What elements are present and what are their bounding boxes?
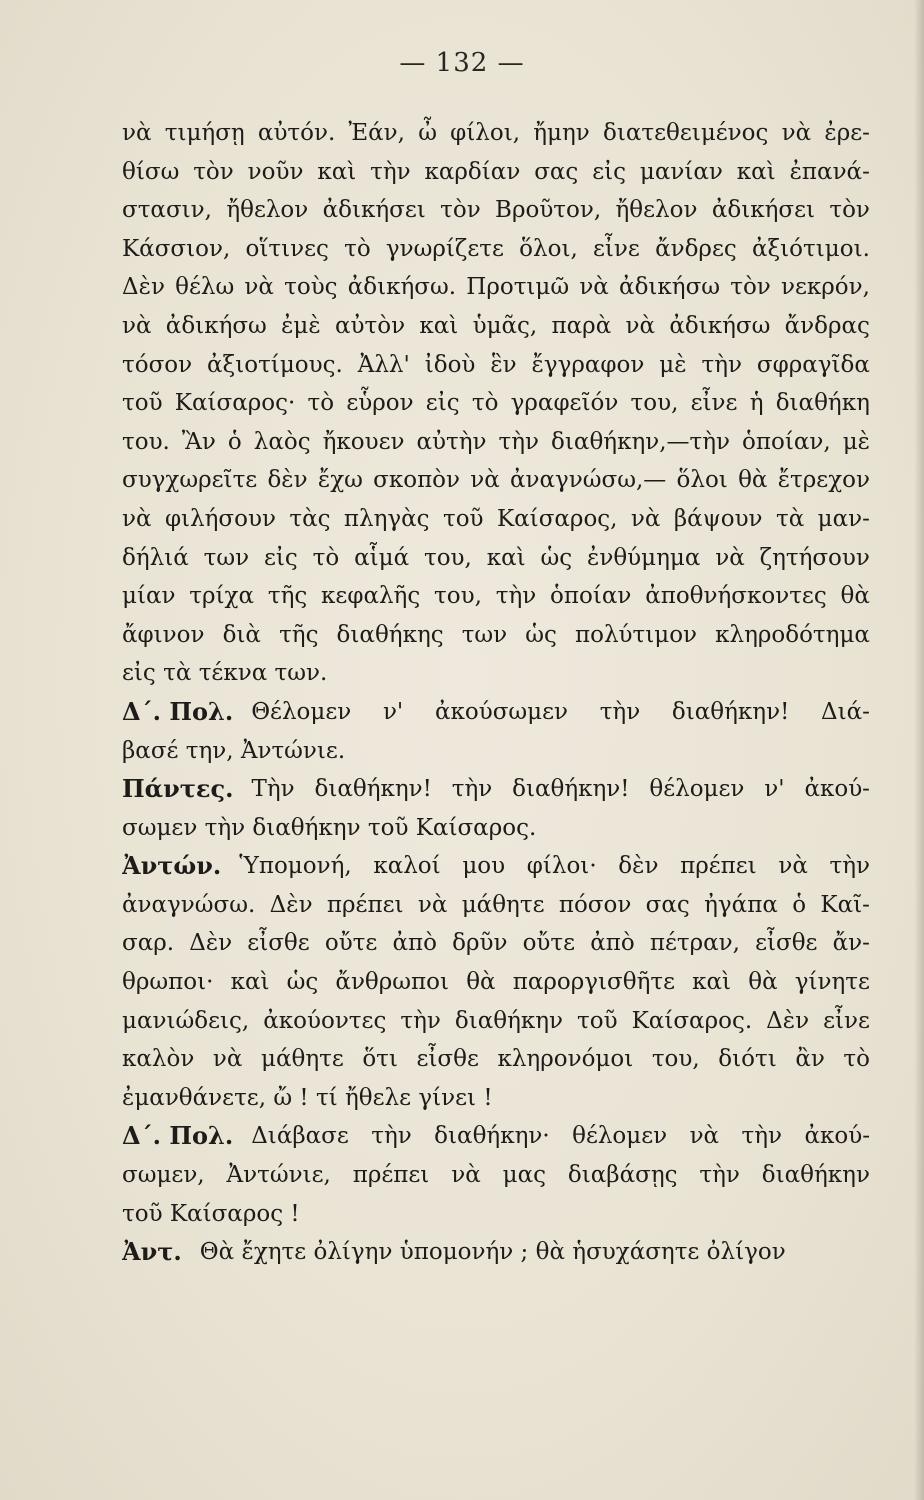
word: Τὴν — [251, 776, 295, 803]
word: τοὺς — [284, 274, 338, 301]
word: διότι — [718, 1046, 777, 1073]
body-text — [122, 114, 870, 1272]
word: τὴν — [400, 1007, 441, 1034]
word: αὐτὸν — [335, 312, 406, 339]
word: ὦ — [418, 120, 437, 146]
word: Διά- — [821, 698, 870, 725]
word: νὰ — [122, 120, 152, 146]
word: τὸ — [312, 544, 340, 571]
word: ἀπὸ — [590, 930, 635, 957]
word: του, — [423, 544, 472, 571]
text-line — [122, 153, 870, 192]
word: διαθήκην — [761, 1162, 870, 1189]
word: ἀναγνώσω,— — [510, 467, 667, 494]
word: ὅλοι — [676, 467, 728, 494]
word: ὅλοι, — [519, 235, 578, 262]
word: φίλοι, — [450, 120, 521, 146]
line-text — [122, 153, 870, 192]
word: τὴν — [699, 1162, 740, 1189]
word: ζητήσουν — [759, 544, 870, 571]
word: διαθήκην! — [671, 698, 790, 725]
text-line — [122, 500, 870, 539]
word: πόσον — [558, 891, 632, 918]
word: του, — [630, 390, 679, 417]
word: Διάβασε — [251, 1123, 349, 1150]
word: ἐνθύμημα — [587, 544, 701, 571]
word: θέλομεν — [649, 776, 745, 803]
word: μας — [502, 1162, 546, 1189]
word: τὴν — [371, 1123, 412, 1150]
word: Καίσαρος. — [631, 1007, 753, 1034]
word: ν' — [382, 698, 404, 725]
text-line — [122, 770, 870, 809]
word: ἀποθνήσκοντες — [645, 583, 827, 610]
word: μίαν — [122, 583, 176, 610]
word: των — [203, 544, 250, 571]
word: κληρονόμοι — [497, 1046, 634, 1073]
word: θὰ — [840, 583, 870, 610]
word: κληροδότημα — [715, 621, 870, 648]
text-line — [122, 307, 870, 346]
line-text — [122, 616, 870, 655]
word: νὰ — [630, 505, 661, 532]
word: ἰδοὺ — [424, 351, 476, 378]
word: ὡς — [525, 621, 557, 648]
word: διὰ — [222, 621, 261, 648]
word: ἔχω — [317, 467, 363, 494]
word: μανιώδεις, — [122, 1007, 250, 1034]
word: ἄφινον — [122, 621, 205, 648]
word: τρίχα — [189, 583, 255, 610]
word: γίνητε — [794, 969, 870, 996]
line-text — [122, 461, 870, 500]
word: δὲν — [267, 467, 308, 494]
word: εἶσθε — [247, 930, 310, 957]
word: ἀξιότιμοι. — [751, 235, 870, 262]
word: του, — [434, 583, 482, 610]
word: τὸν — [440, 197, 481, 224]
line-text — [122, 539, 870, 578]
line-text — [122, 230, 870, 269]
line-text — [122, 963, 870, 1002]
word: τὴν — [701, 351, 742, 378]
word: τὸ — [843, 1046, 870, 1073]
word: ἄνθρωποι — [335, 969, 450, 996]
word: στασιν, — [122, 197, 212, 224]
word: ἀκού- — [804, 776, 870, 803]
word: φίλοι· — [526, 853, 597, 880]
word: ὡς — [286, 969, 319, 996]
page-edge-shadow — [914, 0, 924, 1500]
line-text — [122, 886, 870, 925]
line-text — [252, 770, 871, 809]
line-text: σωμεν τὴν διαθήκην τοῦ Καίσαρος. — [122, 814, 537, 841]
word: τόσον — [122, 351, 193, 378]
word: εἶνε — [823, 1007, 870, 1034]
word: του. — [122, 428, 170, 455]
word: Καίσαρος· — [174, 390, 296, 417]
word: Καίσαρος, — [496, 505, 618, 532]
text-line — [122, 809, 870, 848]
word: τὴν — [599, 698, 641, 725]
line-text — [122, 1156, 870, 1195]
word: τὴν — [741, 1123, 783, 1150]
word: οὔτε — [522, 930, 576, 957]
word: ἀξιοτίμους. — [207, 351, 343, 378]
word: μου — [462, 853, 506, 880]
word: τὰ — [775, 505, 805, 532]
word: τὰς — [289, 505, 331, 532]
word: ἓν — [490, 351, 517, 378]
word: μάθητε — [261, 1046, 344, 1073]
text-line — [122, 732, 870, 771]
word: οἵτινες — [245, 235, 329, 262]
word: διαθήκην,—τὴν — [551, 428, 731, 455]
word: ὁ — [227, 428, 242, 455]
word: Βροῦτον, — [495, 197, 602, 224]
line-text: Θὰ ἔχητε ὀλίγην ὑπομονήν ; θὰ ἡσυχάσητε ὀλίγον — [199, 1239, 786, 1266]
word: ἀκούοντες — [263, 1007, 387, 1034]
word: νὰ — [122, 312, 152, 339]
word: σας — [645, 891, 690, 918]
word: τὴν — [498, 428, 540, 455]
word: νὰ — [212, 1046, 243, 1073]
word: ἀκούσωμεν — [434, 698, 568, 725]
word: νὰ — [689, 1123, 720, 1150]
word: ἀδικήσω — [165, 312, 267, 339]
word: νὰ — [778, 853, 808, 880]
word: καλοί — [373, 853, 441, 880]
word: καλὸν — [122, 1046, 195, 1073]
word: οὔτε — [324, 930, 378, 957]
line-text: τοῦ Καίσαρος ! — [122, 1200, 300, 1227]
word: νὰ — [579, 274, 609, 301]
word: ἀπὸ — [392, 930, 437, 957]
word: πληγὰς — [343, 505, 430, 532]
word: τοῦ — [577, 1007, 618, 1034]
text-line — [122, 539, 870, 578]
line-text — [251, 1117, 870, 1156]
word: αὐτόν. — [257, 120, 336, 146]
word: τὸν — [193, 158, 234, 185]
speaker-label: Ἀντών. — [122, 851, 222, 881]
word: εἶνε — [690, 390, 738, 417]
line-text — [122, 307, 870, 346]
word: Δὲν — [766, 1007, 810, 1034]
word: Δὲν — [189, 930, 233, 957]
word: Καῖ- — [820, 891, 870, 918]
line-text — [122, 924, 870, 963]
word: καὶ — [692, 969, 732, 996]
word: παροργισθῆτε — [512, 969, 675, 996]
word: Ὑπομονή, — [239, 853, 352, 880]
word: εἶνε — [593, 235, 640, 262]
word: εἶσθε — [755, 930, 818, 957]
word: τὴν — [829, 853, 870, 880]
word: τοῦ — [442, 505, 484, 532]
word: καρδίαν — [424, 158, 521, 185]
word: Προτιμῶ — [466, 274, 570, 301]
word: τὴν — [451, 776, 493, 803]
word: φιλήσουν — [164, 505, 276, 532]
word: νοῦν — [247, 158, 304, 185]
word: Θέλομεν — [251, 698, 352, 725]
word: θίσω — [122, 158, 180, 185]
word: συγχωρεῖτε — [122, 467, 258, 494]
text-line — [122, 963, 870, 1002]
word: δὲν — [618, 853, 659, 880]
word: ἀναγνώσω. — [122, 891, 256, 918]
text-line — [122, 577, 870, 616]
word: τὸ — [471, 390, 499, 417]
word: ὁποίαν, — [742, 428, 831, 455]
word: ἐπανά- — [789, 158, 870, 185]
word: καὶ — [486, 544, 526, 571]
word: ἤκουεν — [322, 428, 405, 455]
word: καὶ — [230, 969, 270, 996]
word: σαρ. — [122, 930, 175, 957]
text-line — [122, 886, 870, 925]
word: νὰ — [715, 544, 745, 571]
word: πρέπει — [352, 1162, 430, 1189]
word: θὰ — [466, 969, 496, 996]
word: νὰ — [244, 274, 274, 301]
line-text — [122, 268, 870, 307]
word: γραφεῖόν — [510, 390, 619, 417]
line-text — [122, 577, 870, 616]
text-line — [122, 693, 870, 732]
word: θέλω — [175, 274, 235, 301]
word: τοῦ — [122, 390, 163, 417]
word: μαν- — [817, 505, 870, 532]
word: διατεθειμένος — [603, 120, 769, 146]
word: καὶ — [317, 158, 357, 185]
word: εὗρον — [346, 390, 414, 417]
word: ἀδικήσω — [669, 312, 771, 339]
word: ὁ — [792, 891, 807, 918]
text-line — [122, 461, 870, 500]
speaker-label: Πάντες. — [122, 774, 234, 804]
text-line — [122, 191, 870, 230]
word: ἂν — [795, 1046, 825, 1073]
word: πρέπει — [680, 853, 757, 880]
text-line — [122, 1233, 870, 1272]
word: Κάσσιον, — [122, 235, 231, 262]
line-text — [122, 1002, 870, 1041]
word: ὑμᾶς, — [472, 312, 538, 339]
text-line — [122, 230, 870, 269]
line-text — [122, 423, 870, 462]
word: ἀκού- — [804, 1123, 870, 1150]
text-line — [122, 1002, 870, 1041]
word: Ἀντώνιε, — [226, 1162, 331, 1189]
text-line — [122, 346, 870, 385]
word: ἐρε- — [824, 120, 870, 146]
word: ἡ — [749, 390, 764, 417]
text-line — [122, 268, 870, 307]
word: μὲ — [842, 428, 870, 455]
word: ὡς — [540, 544, 573, 571]
line-text — [122, 500, 870, 539]
word: νὰ — [625, 312, 656, 339]
line-text — [239, 847, 870, 886]
word: γνωρίζετε — [385, 235, 504, 262]
word: καὶ — [419, 312, 459, 339]
word: τὸν — [730, 274, 771, 301]
word: εἰς — [592, 158, 627, 185]
text-line — [122, 847, 870, 886]
text-line — [122, 423, 870, 462]
word: Ἂν — [181, 428, 216, 455]
word: νὰ — [470, 467, 500, 494]
word: καὶ — [736, 158, 776, 185]
word: ἠγάπα — [704, 891, 778, 918]
text-line — [122, 384, 870, 423]
word: ἀδικήσει — [711, 197, 815, 224]
word: θὰ — [738, 467, 768, 494]
word: διαβάσῃς — [567, 1162, 678, 1189]
line-text — [122, 191, 870, 230]
word: σωμεν, — [122, 1162, 205, 1189]
word: εἰς — [263, 544, 298, 571]
word: εἰς — [425, 390, 460, 417]
word: ἤθελον — [226, 197, 309, 224]
word: του, — [651, 1046, 700, 1073]
word: δήλιά — [122, 544, 189, 571]
text-line — [122, 1117, 870, 1156]
word: κεφαλῆς — [321, 583, 421, 610]
word: ἤθελον — [615, 197, 698, 224]
word: αἷμά — [354, 544, 410, 571]
word: ἀδικήσω — [619, 274, 721, 301]
word: πρέπει — [326, 891, 404, 918]
word: πέτραν, — [649, 930, 740, 957]
word: νὰ — [781, 120, 812, 146]
word: διαθήκην — [454, 1007, 564, 1034]
line-text — [122, 346, 870, 385]
word: δρῦν — [452, 930, 508, 957]
text-line — [122, 1156, 870, 1195]
word: τὸν — [829, 197, 870, 224]
word: ἔγγραφον — [531, 351, 645, 378]
text-line — [122, 654, 870, 693]
word: διαθήκη — [775, 390, 870, 417]
word: διαθήκην· — [434, 1123, 550, 1150]
word: λαὸς — [253, 428, 311, 455]
word: νὰ — [451, 1162, 481, 1189]
word: μανίαν — [639, 158, 723, 185]
word: ν' — [764, 776, 785, 803]
text-line — [122, 924, 870, 963]
text-line — [122, 1079, 870, 1118]
line-text — [122, 1040, 870, 1079]
text-line — [122, 616, 870, 655]
word: Δὲν — [269, 891, 313, 918]
word: ἤμην — [533, 120, 590, 146]
word: ἄνδρες — [655, 235, 737, 262]
word: βάψουν — [673, 505, 763, 532]
word: αὐτὴν — [416, 428, 487, 455]
word: νὰ — [122, 505, 152, 532]
word: τιμήσῃ — [164, 120, 245, 146]
word: διαθήκης — [336, 621, 444, 648]
line-text — [251, 693, 870, 732]
word: ὅτι — [362, 1046, 398, 1073]
word: σας — [534, 158, 579, 185]
page-number: — 132 — — [399, 48, 525, 78]
word: τὴν — [495, 583, 537, 610]
speaker-label: Ἀντ. — [122, 1237, 182, 1267]
speaker-label: Δ΄. Πολ. — [122, 1121, 234, 1151]
word: τῆς — [279, 621, 319, 648]
word: ἐμὲ — [281, 312, 321, 339]
line-text — [122, 114, 870, 153]
speaker-label: Δ΄. Πολ. — [122, 696, 234, 726]
text-line — [122, 1195, 870, 1234]
word: των — [461, 621, 508, 648]
word: ἄνδρας — [784, 312, 870, 339]
text-line — [122, 114, 870, 153]
word: τὸ — [307, 390, 335, 417]
word: θὰ — [748, 969, 778, 996]
word: σφραγῖδα — [756, 351, 870, 378]
word: μάθητε — [461, 891, 545, 918]
word: μὲ — [659, 351, 687, 378]
word: θρωποι· — [122, 969, 214, 996]
word: νὰ — [417, 891, 448, 918]
word: εἶσθε — [416, 1046, 479, 1073]
word: Ἀλλ' — [357, 351, 410, 378]
word: τῆς — [267, 583, 308, 610]
word: πολύτιμον — [575, 621, 698, 648]
word: τὸ — [344, 235, 371, 262]
line-text: ἐμανθάνετε, ὤ ! τί ἤθελε γίνει ! — [122, 1084, 493, 1111]
line-text: εἰς τὰ τέκνα των. — [122, 660, 328, 687]
word: ἀδικήσω. — [347, 274, 457, 301]
word: διαθήκην! — [314, 776, 432, 803]
line-text: βασέ την, Ἀντώνιε. — [122, 737, 346, 764]
word: Ἐάν, — [348, 120, 405, 146]
word: ἄν- — [832, 930, 870, 957]
line-text — [122, 384, 870, 423]
word: θέλομεν — [572, 1123, 668, 1150]
word: παρὰ — [551, 312, 612, 339]
word: Δὲν — [122, 274, 165, 301]
word: ἀδικήσει — [322, 197, 426, 224]
word: διαθήκην! — [512, 776, 630, 803]
word: νεκρόν, — [780, 274, 870, 301]
text-line — [122, 1040, 870, 1079]
word: τὴν — [370, 158, 411, 185]
word: ὁποίαν — [550, 583, 632, 610]
word: ἔτρεχον — [777, 467, 870, 494]
word: σκοπὸν — [373, 467, 461, 494]
